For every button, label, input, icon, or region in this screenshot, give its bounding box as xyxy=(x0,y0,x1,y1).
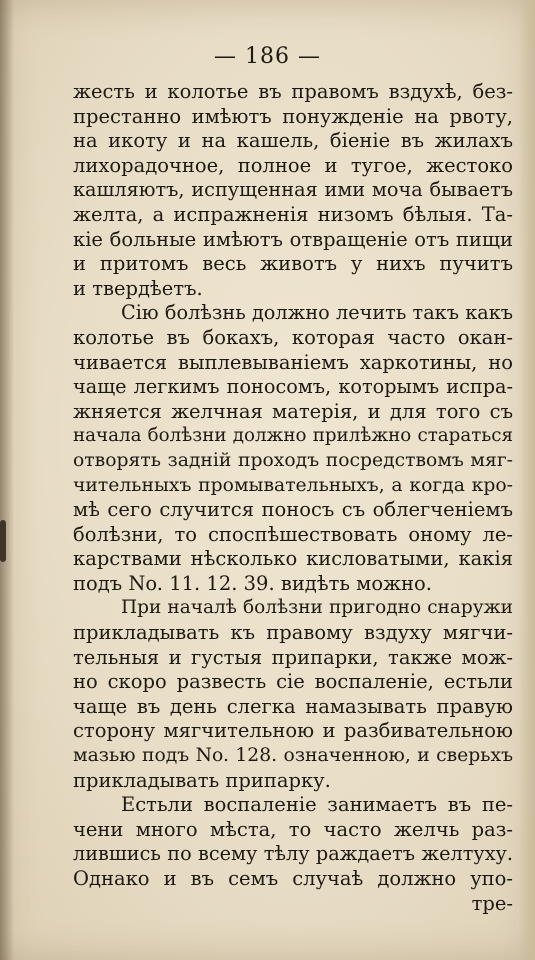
text-line: чаще въ день слегка намазывать правую xyxy=(73,694,513,718)
text-line: прикладывать къ правому вздуху мягчи- xyxy=(73,621,513,645)
page-number: — 186 — xyxy=(214,44,321,69)
text-line: Сію болѣзнь должно лечить такъ какъ xyxy=(121,301,513,325)
page-edge xyxy=(519,0,535,960)
text-line: тельныя и густыя припарки, также мож- xyxy=(73,645,513,669)
text-line: кіе больные имѣютъ отвращеніе отъ пищи xyxy=(73,227,513,251)
text-line: сторону мягчительною и разбивательною xyxy=(73,719,513,743)
text-line: болѣзни, то споспѣшествовать оному ле- xyxy=(73,522,513,546)
text-line: При началѣ болѣзни пригодно снаружи xyxy=(121,597,513,619)
text-line: подъ No. 11. 12. 39. видѣть можно. xyxy=(73,571,432,595)
paragraph-2 xyxy=(73,301,513,596)
text-line: на икоту и на кашель, біеніе въ жилахъ xyxy=(73,129,513,153)
text-line: чени много мѣста, то часто желчь раз- xyxy=(73,817,513,841)
text-line: желта, а испражненія низомъ бѣлыя. Та- xyxy=(73,202,513,226)
paragraph-4 xyxy=(73,793,513,916)
paragraph-1 xyxy=(73,80,513,301)
text-line: престанно имѣютъ понужденіе на рвоту, xyxy=(73,104,513,128)
text-line: жесть и колотье въ правомъ вздухѣ, без- xyxy=(73,80,513,103)
text-line: и притомъ весь животъ у нихъ пучитъ xyxy=(73,252,513,276)
text-line: начала болѣзни должно прилѣжно стараться xyxy=(73,425,513,447)
text-line: колотье въ бокахъ, которая часто окан- xyxy=(73,325,513,349)
binding-shadow xyxy=(0,0,14,960)
text-line: лившись по всему тѣлу раждаетъ желтуху. xyxy=(73,842,513,866)
text-line: чаще легкимъ поносомъ, которымъ испра- xyxy=(73,375,513,399)
text-line: прикладывать припарку. xyxy=(73,768,331,792)
body-text xyxy=(73,80,513,916)
text-line: жняется желчная матерія, и для того съ xyxy=(73,399,513,423)
text-line: чительныхъ промывательныхъ, а когда кро- xyxy=(73,474,513,496)
catchword: тре- xyxy=(471,891,513,915)
text-line: кашляютъ, испущенная ими моча бываетъ xyxy=(73,178,513,202)
text-line: мазью подъ No. 128. означенною, и сверьхъ xyxy=(73,745,513,767)
text-line: мѣ сего случится поносъ съ облегченіемъ xyxy=(73,498,513,522)
text-line: Однако и въ семъ случаѣ должно упо- xyxy=(73,867,513,890)
text-line: и твердѣетъ. xyxy=(73,276,203,300)
text-line: чивается выплевываніемъ харкотины, но xyxy=(73,350,513,374)
text-line: отворять задній проходъ посредствомъ мяг- xyxy=(73,449,513,471)
text-line: лихорадочное, полное и тугое, жестоко xyxy=(73,153,513,177)
text-line: Естьли воспаленіе занимаетъ въ пе- xyxy=(121,793,513,817)
paragraph-3 xyxy=(73,596,513,793)
text-line: карствами нѣсколько кисловатыми, какія xyxy=(73,547,513,571)
text-line: но скоро развесть сіе воспаленіе, естьли xyxy=(73,670,513,694)
ink-mark xyxy=(0,520,6,562)
